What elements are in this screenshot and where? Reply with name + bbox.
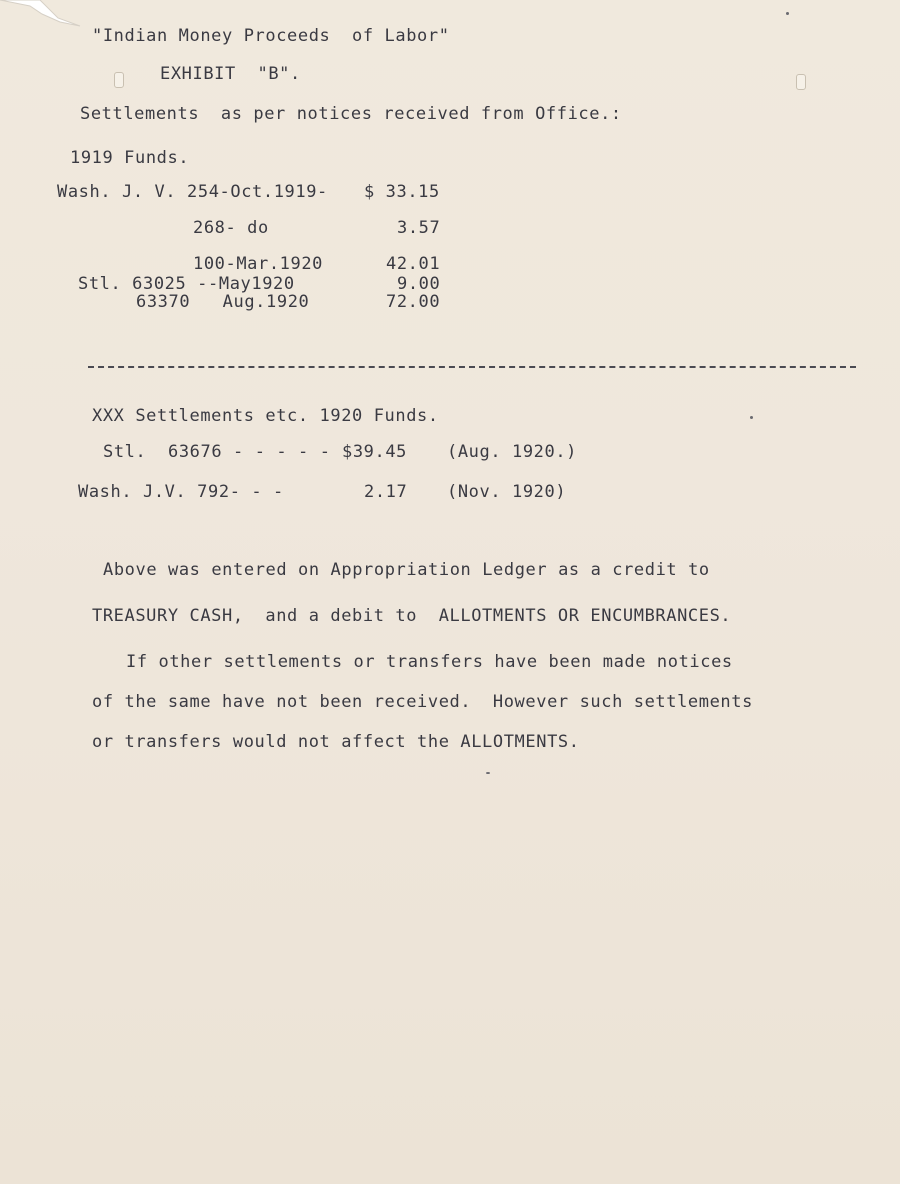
funds-1919-heading: 1919 Funds. [70,148,190,168]
tack-hole-mark [114,72,124,88]
ledger-row-date: (Nov. 1920) [447,482,567,502]
note-line: or transfers would not affect the ALLOTMENTS. [92,732,580,752]
paper-speck [486,772,490,774]
paper-speck [750,416,753,419]
funds-1920-heading: XXX Settlements etc. 1920 Funds. [92,406,439,426]
intro-line: Settlements as per notices received from Office.: [80,104,622,124]
note-line: of the same have not been received. However such settlements [92,692,753,712]
ledger-row-date: (Aug. 1920.) [447,442,578,462]
ledger-row-label: 100-Mar.1920 [193,254,324,274]
ledger-row-amount: $ 33.15 [364,182,440,202]
dashed-divider [88,366,856,368]
exhibit-label: EXHIBIT "B". [160,64,301,84]
ledger-row-amount: 2.17 [364,482,408,502]
tack-hole-mark [796,74,806,90]
ledger-row-label: Wash. J. V. 254-Oct.1919- [57,182,328,202]
ledger-row-label: Stl. 63025 --May1920 [78,274,295,294]
ledger-row-label: Stl. 63676 - - - - - [103,442,331,462]
note-line: TREASURY CASH, and a debit to ALLOTMENTS OR ENCUMBRANCES. [92,606,732,626]
ledger-row-amount: 42.01 [386,254,441,274]
ledger-row-label: 268- do [193,218,269,238]
note-line: Above was entered on Appropriation Ledger as a credit to [103,560,710,580]
ledger-row-label: 63370 Aug.1920 [136,292,310,312]
paper-speck [786,12,789,15]
note-line: If other settlements or transfers have been made notices [126,652,733,672]
ledger-row-amount: $39.45 [342,442,408,462]
torn-corner-graphic [0,0,90,40]
ledger-row-amount: 72.00 [386,292,441,312]
ledger-row-amount: 9.00 [397,274,441,294]
document-title: "Indian Money Proceeds of Labor" [92,26,450,46]
ledger-row-label: Wash. J.V. 792- - - [78,482,284,502]
ledger-row-amount: 3.57 [397,218,441,238]
